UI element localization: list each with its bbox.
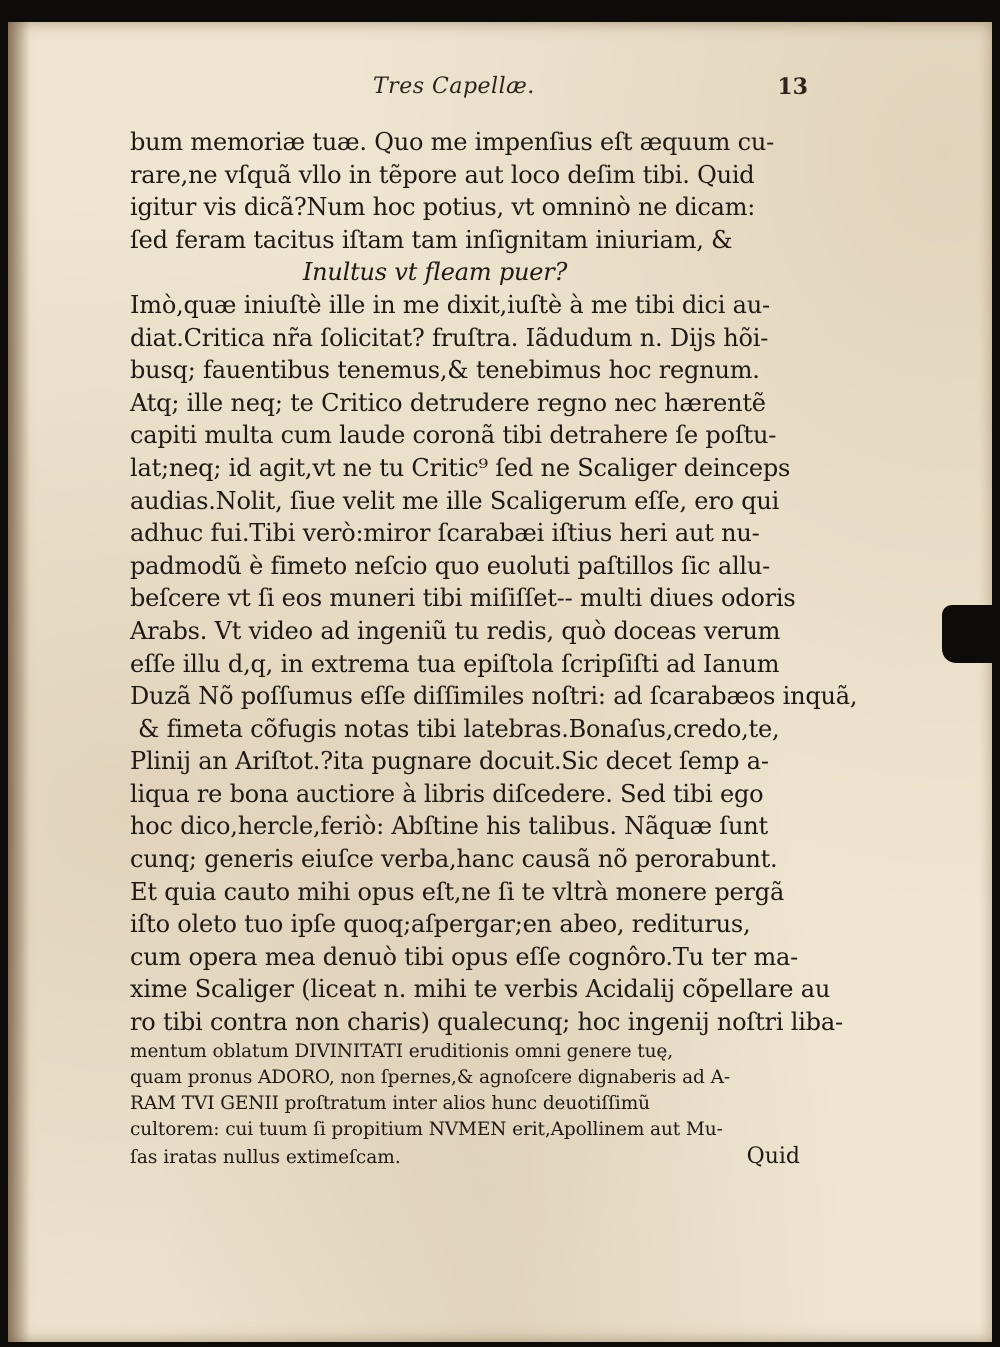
text-line: xime Scaliger (liceat n. mihi te verbis Acidalij cõpellare au — [130, 975, 831, 1004]
page-number: 13 — [777, 74, 808, 100]
text-line: capiti multa cum laude coronã tibi detrahere ſe poſtu- — [130, 421, 777, 450]
text-line: Atq; ille neq; te Critico detrudere regno nec hærentẽ — [130, 388, 766, 417]
final-line-row — [130, 1143, 800, 1171]
catchword: Quid — [746, 1143, 800, 1169]
running-title: Tres Capellæ. — [373, 74, 535, 99]
text-line: ſas iratas nullus extimeſcam. — [130, 1146, 401, 1168]
text-line: padmodũ è fimeto neſcio quo euoluti paſtillos ſic allu- — [130, 551, 771, 580]
text-line: lat;neq; id agit,vt ne tu Critic⁹ ſed ne Scaliger deinceps — [130, 453, 791, 482]
text-line: igitur vis dicã?Num hoc potius, vt omninò ne dicam: — [130, 193, 756, 222]
page-edge-tab — [942, 605, 1000, 663]
page-header — [128, 74, 808, 108]
text-line: liqua re bona auctiore à libris diſcedere. Sed tibi ego — [130, 779, 764, 808]
text-line: cum opera mea denuò tibi opus eſſe cognôro.Tu ter ma- — [130, 942, 799, 971]
quoted-verse: Inultus vt fleam puer? — [302, 258, 568, 287]
text-line: audias.Nolit, ſiue velit me ille Scaligerum eſſe, ero qui — [130, 486, 780, 515]
text-line: Imò,quæ iniuſtè ille in me dixit,iuſtè à me tibi dici au- — [130, 290, 770, 319]
text-line: Et quia cauto mihi opus eſt,ne ſi te vltrà monere pergã — [130, 877, 785, 906]
text-line: rare,ne vſquã vllo in tẽpore aut loco deſim tibi. Quid — [130, 160, 755, 189]
text-line: cultorem: cui tuum ſi propitium NVMEN erit,Apollinem aut Mu- — [130, 1118, 723, 1140]
text-line: mentum oblatum DIVINITATI eruditionis omni genere tuę, — [130, 1040, 674, 1062]
text-line: Arabs. Vt video ad ingeniũ tu redis, quò doceas verum — [130, 616, 781, 645]
text-line: beſcere vt ſi eos muneri tibi miſiſſet-- multi diues odoris — [130, 584, 796, 613]
text-line: RAM TVI GENII proſtratum inter alios hunc deuotiſſimũ — [130, 1092, 650, 1114]
body-text — [130, 126, 858, 1171]
text-line: hoc dico,hercle,feriò: Abſtine his talibus. Nãquæ ſunt — [130, 812, 768, 841]
text-line: quam pronus ADORO, non ſpernes,& agnoſcere dignaberis ad A- — [130, 1066, 730, 1088]
text-line: busq; fauentibus tenemus,& tenebimus hoc regnum. — [130, 356, 760, 385]
text-line: Plinij an Ariſtot.?ita pugnare docuit.Sic decet ſemp a- — [130, 747, 769, 776]
text-line: Duzã Nõ poſſumus eſſe diſſimiles noſtri: ad ſcarabæos inquã, — [130, 682, 858, 711]
text-line: iſto oleto tuo ipſe quoq;aſpergar;en abeo, rediturus, — [130, 910, 751, 939]
page-gutter-shadow — [8, 22, 30, 1342]
text-line: cunq; generis eiuſce verba,hanc causã nõ perorabunt. — [130, 845, 778, 874]
text-line: diat.Critica nr̃a ſolicitat? fruſtra. Iãdudum n. Dijs hõi- — [130, 323, 769, 352]
text-line: ſed feram tacitus iſtam tam inſignitam iniuriam, & — [130, 225, 733, 254]
book-page — [8, 22, 992, 1342]
text-line: adhuc fui.Tibi verò:miror ſcarabæi iſtius heri aut nu- — [130, 519, 760, 548]
text-line: ro tibi contra non charis) qualecunq; hoc ingenij noſtri liba- — [130, 1008, 843, 1037]
text-line: bum memoriæ tuæ. Quo me impenſius eſt æquum cu- — [130, 128, 775, 156]
text-line: eſſe illu d,q, in extrema tua epiſtola ſcripſiſti ad Ianum — [130, 649, 780, 678]
text-line: & fimeta cõfugis notas tibi latebras.Bonaſus,credo,te, — [138, 714, 780, 743]
